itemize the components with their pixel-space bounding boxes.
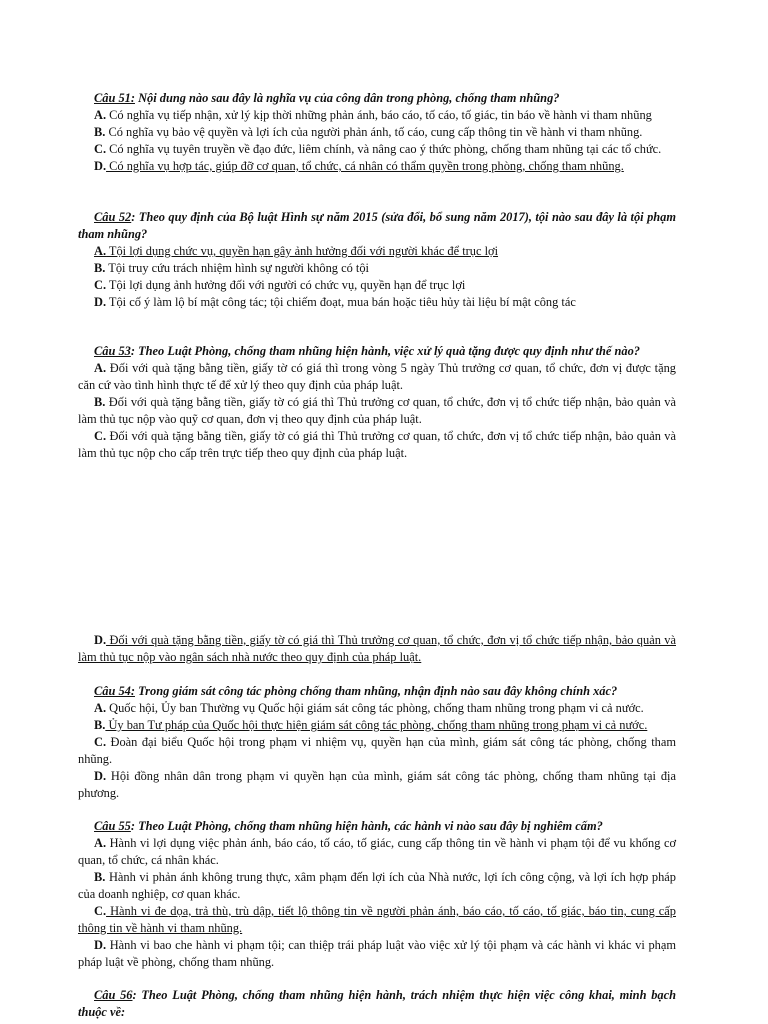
question-text: Nội dung nào sau đây là nghĩa vụ của công dân trong phòng, chống tham nhũng? [134, 91, 560, 105]
question-text: Trong giám sát công tác phòng chống tham nhũng, nhận định nào sau đây không chính xác? [134, 684, 618, 698]
option-b[interactable]: B. Hành vi phản ánh không trung thực, xâm phạm đến lợi ích của Nhà nước, lợi ích công cộng, và lợi ích hợp pháp của doanh nghiệp, cơ quan khác. [78, 870, 676, 901]
question-55-title [78, 818, 676, 835]
option-a[interactable]: A. Đối với quà tặng bằng tiền, giấy tờ có giá thì trong vòng 5 ngày Thủ trưởng cơ quan, tổ chức, đơn vị được tặng căn cứ vào tình hình thực tế để xử lý theo quy định của pháp luật. [78, 361, 676, 392]
option-b-correct[interactable]: B. Ủy ban Tư pháp của Quốc hội thực hiện giám sát công tác phòng, chống tham nhũng trong phạm vi cả nước. [94, 718, 648, 732]
option-d-correct[interactable]: D. Đối với quà tặng bằng tiền, giấy tờ có giá thì Thủ trưởng cơ quan, tổ chức, đơn vị tổ chức tiếp nhận, bảo quản và làm thủ tục nộp vào ngân sách nhà nước theo quy định của pháp luật. [78, 633, 676, 664]
question-53 [78, 343, 676, 462]
option-c[interactable]: C. Đối với quà tặng bằng tiền, giấy tờ có giá thì Thủ trưởng cơ quan, tổ chức, đơn vị tổ chức tiếp nhận, bảo quản và làm thủ tục nộp cho cấp trên trực tiếp theo quy định của pháp luật. [78, 429, 676, 460]
option-c[interactable]: C. Có nghĩa vụ tuyên truyền về đạo đức, liêm chính, và nâng cao ý thức phòng, chống tham nhũng tại các tổ chức. [94, 142, 662, 156]
question-54-title [78, 683, 676, 700]
option-d[interactable]: D. Tội cố ý làm lộ bí mật công tác; tội chiếm đoạt, mua bán hoặc tiêu hủy tài liệu bí mật công tác [94, 295, 576, 309]
question-number: Câu 55 [94, 819, 131, 833]
option-a[interactable]: A. Quốc hội, Ủy ban Thường vụ Quốc hội giám sát công tác phòng, chống tham nhũng trong phạm vi cả nước. [94, 701, 644, 715]
question-text: : Theo Luật Phòng, chống tham nhũng hiện hành, các hành vi nào sau đây bị nghiêm cấm? [130, 819, 603, 833]
option-b[interactable]: B. Đối với quà tặng bằng tiền, giấy tờ có giá thì Thủ trưởng cơ quan, tổ chức, đơn vị tổ chức tiếp nhận, bảo quản và làm thủ tục nộp vào quỹ cơ quan, đơn vị theo quy định của pháp luật. [78, 395, 676, 426]
question-55 [78, 818, 676, 971]
question-51-title [78, 90, 676, 107]
question-number: Câu 54: [94, 684, 135, 698]
question-54 [78, 683, 676, 802]
option-d[interactable]: D. Hành vi bao che hành vi phạm tội; can thiệp trái pháp luật vào việc xử lý tội phạm và các hành vi khác vi phạm pháp luật về phòng, chống tham nhũng. [78, 938, 676, 969]
option-c[interactable]: C. Đoàn đại biểu Quốc hội trong phạm vi nhiệm vụ, quyền hạn của mình, giám sát công tác phòng, chống tham nhũng. [78, 735, 676, 766]
option-a[interactable]: A. Có nghĩa vụ tiếp nhận, xử lý kịp thời những phản ánh, báo cáo, tố cáo, tố giác, tin báo về hành vi tham nhũng [94, 108, 652, 122]
question-52 [78, 209, 676, 311]
question-text: : Theo Luật Phòng, chống tham nhũng hiện hành, việc xử lý quà tặng được quy định như thế nào? [130, 344, 641, 358]
question-56-title [78, 987, 676, 1021]
option-a[interactable]: A. Hành vi lợi dụng việc phản ánh, báo cáo, tố cáo, tố giác, cung cấp thông tin về hành vi phạm tội để vu khống cơ quan, tổ chức, cá nhân khác. [78, 836, 676, 867]
option-c[interactable]: C. Tội lợi dụng ảnh hưởng đối với người có chức vụ, quyền hạn để trục lợi [94, 278, 466, 292]
question-51 [78, 90, 676, 175]
question-number: Câu 56 [94, 988, 133, 1002]
question-52-title [78, 209, 676, 243]
question-number: Câu 53 [94, 344, 131, 358]
option-c-correct[interactable]: C. Hành vi đe dọa, trả thù, trù dập, tiết lộ thông tin về người phản ánh, báo cáo, tố cáo, tố giác, báo tin, cung cấp thông tin về hành vi tham nhũng. [78, 904, 676, 935]
question-text: : Theo quy định của Bộ luật Hình sự năm 2015 (sửa đổi, bổ sung năm 2017), tội nào sau đây là tội phạm tham nhũng? [78, 210, 676, 241]
option-d[interactable]: D. Hội đồng nhân dân trong phạm vi quyền hạn của mình, giám sát công tác phòng, chống tham nhũng tại địa phương. [78, 769, 676, 800]
option-b[interactable]: B. Tội truy cứu trách nhiệm hình sự người không có tội [94, 261, 369, 275]
question-53-option-d-block [78, 632, 676, 666]
question-number: Câu 52 [94, 210, 132, 224]
question-number: Câu 51: [94, 91, 135, 105]
question-56 [78, 987, 676, 1021]
option-d-correct[interactable]: D. Có nghĩa vụ hợp tác, giúp đỡ cơ quan, tổ chức, cá nhân có thẩm quyền trong phòng, chống tham nhũng. [94, 159, 624, 173]
option-b[interactable]: B. Có nghĩa vụ bảo vệ quyền và lợi ích của người phản ánh, tố cáo, cung cấp thông tin về hành vi tham nhũng. [94, 125, 643, 139]
option-a-correct[interactable]: A. Tội lợi dụng chức vụ, quyền hạn gây ảnh hưởng đối với người khác để trục lợi [94, 244, 499, 258]
question-53-title [78, 343, 676, 360]
question-text: : Theo Luật Phòng, chống tham nhũng hiện hành, trách nhiệm thực hiện việc công khai, minh bạch thuộc về: [78, 988, 676, 1019]
